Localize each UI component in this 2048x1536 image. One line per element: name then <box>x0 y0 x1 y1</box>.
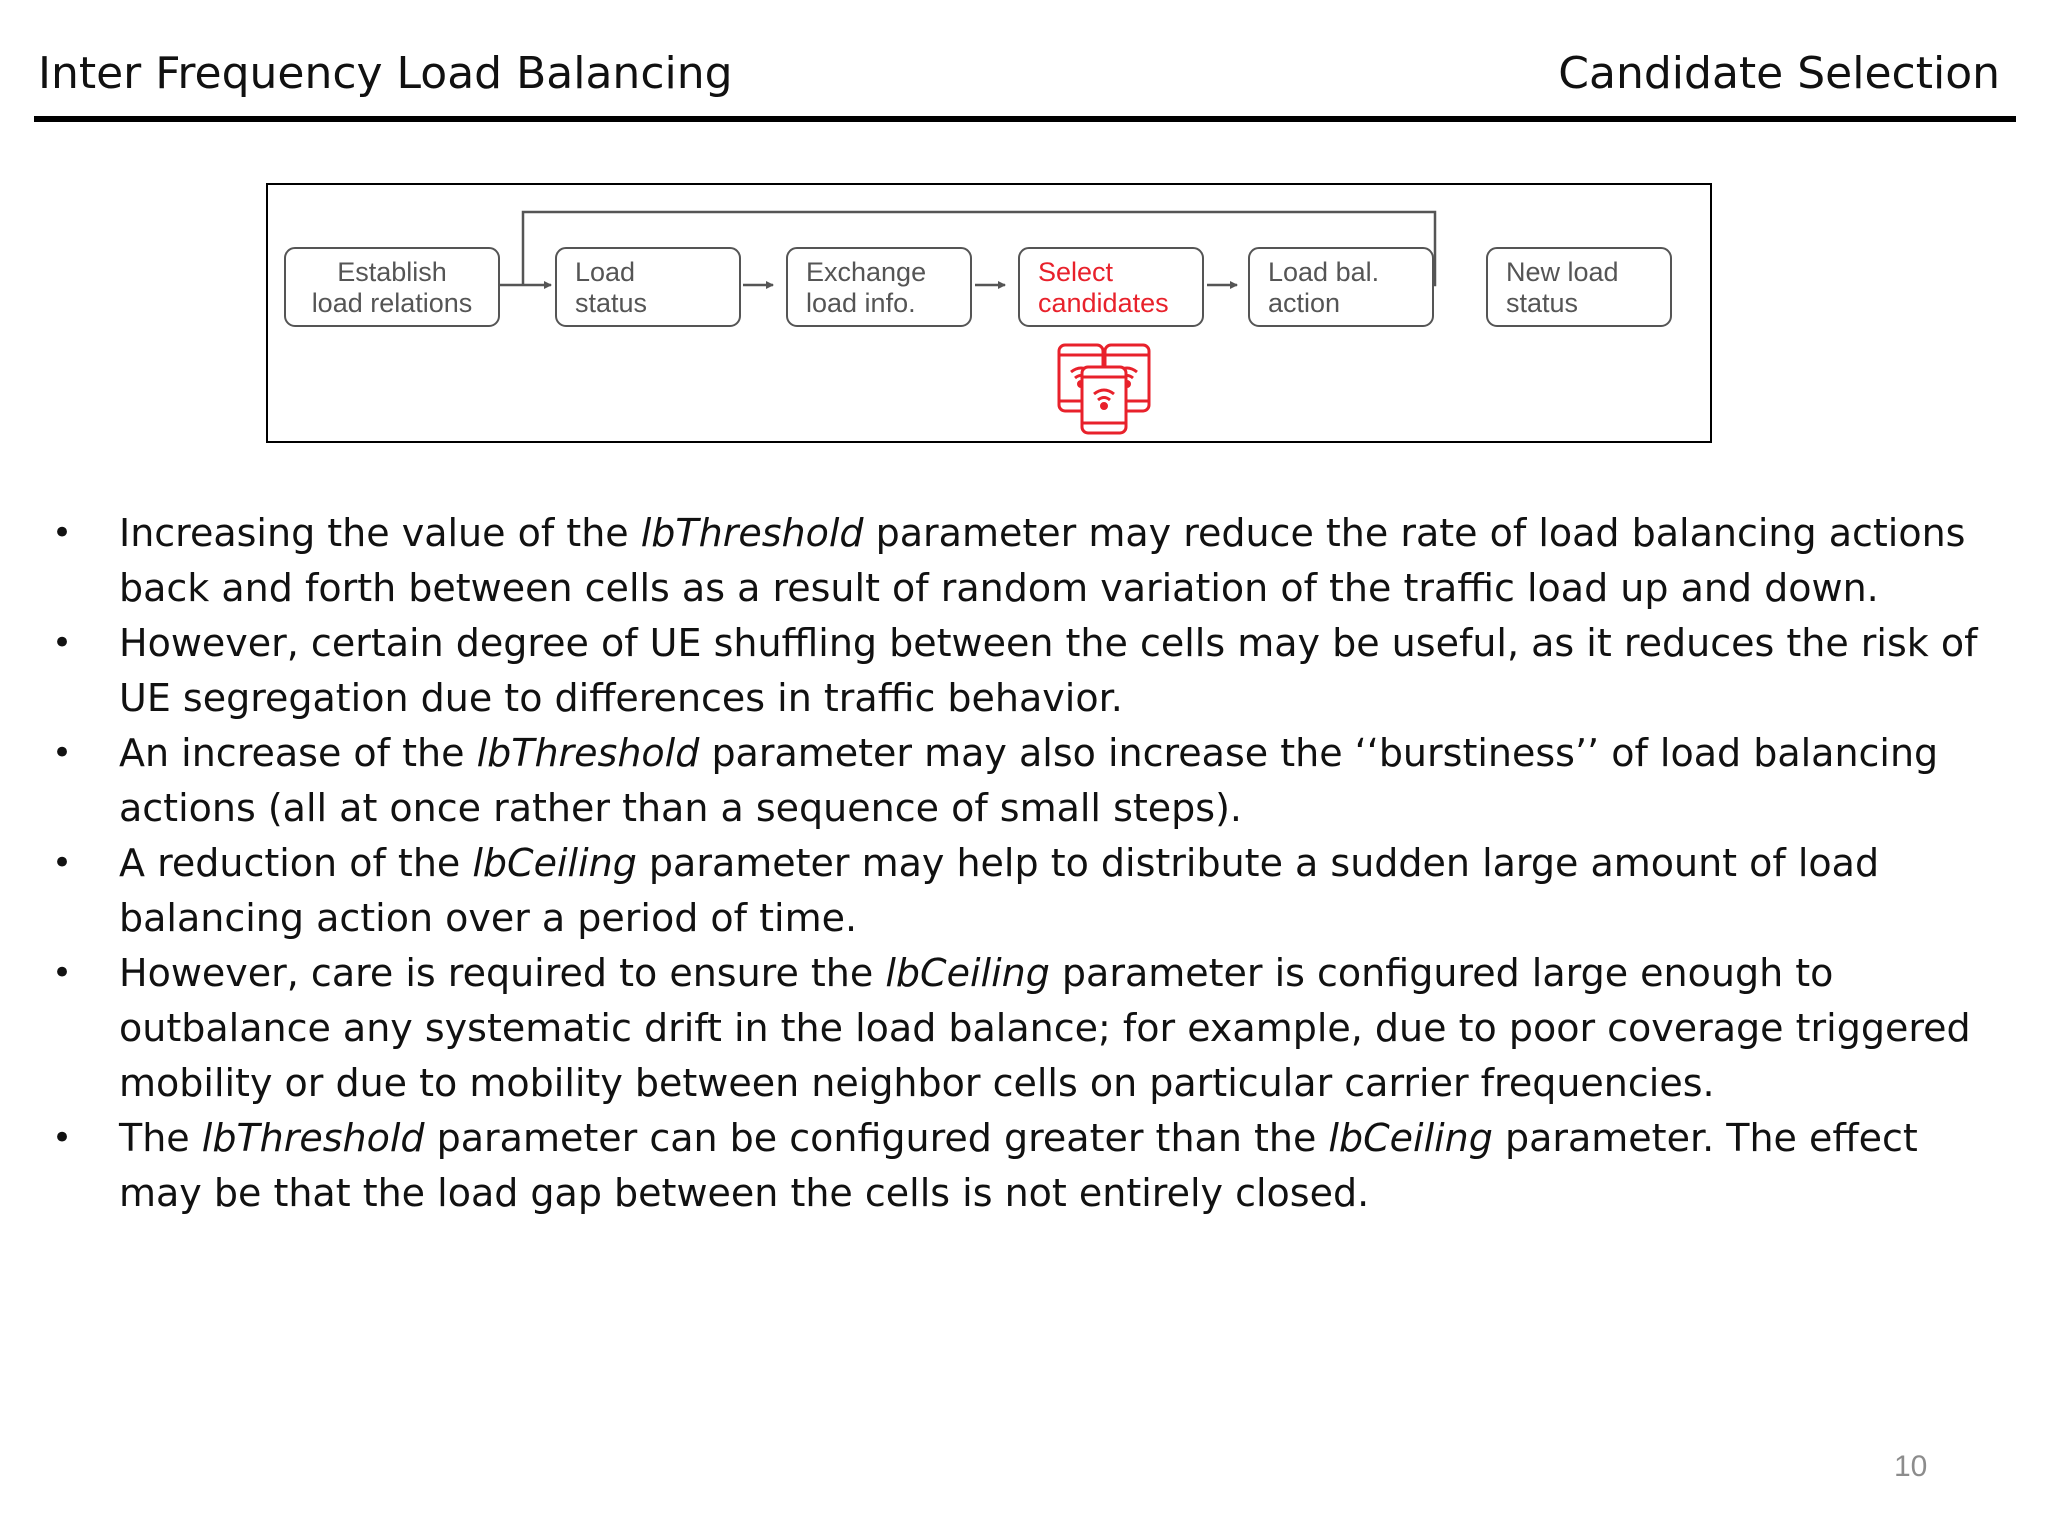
bullet-item: • A reduction of the lbCeiling parameter may help to distribute a sudden large amount of load balancing action over a period of time. <box>0 836 2048 946</box>
step-label-line1: Load bal. <box>1268 257 1380 287</box>
bullet-marker: • <box>52 953 73 993</box>
bullet-list <box>0 506 2048 1221</box>
bullet-item: • The lbThreshold parameter can be configured greater than the lbCeiling parameter. The effect may be that the load gap between the cells is not entirely closed. <box>0 1111 2048 1221</box>
bullet-marker: • <box>52 623 73 663</box>
step-label-line1: Exchange <box>806 257 927 287</box>
step-label-line2: action <box>1268 288 1341 318</box>
step-select-candidates <box>1018 247 1204 327</box>
step-load-balancing-action <box>1248 247 1434 327</box>
step-label-line2: status <box>1506 288 1579 318</box>
bullet-marker: • <box>52 1118 73 1158</box>
step-load-status <box>555 247 741 327</box>
bullet-item: • Increasing the value of the lbThreshold parameter may reduce the rate of load balancing actions back and forth between cells as a result of random variation of the traffic load up and down. <box>0 506 2048 616</box>
step-label-line2: load info. <box>806 288 916 318</box>
bullet-marker: • <box>52 733 73 773</box>
slide-title: Inter Frequency Load Balancing <box>38 48 733 99</box>
bullet-item: • An increase of the lbThreshold parameter may also increase the ‘‘burstiness’’ of load balancing actions (all at once rather than a sequence of small steps). <box>0 726 2048 836</box>
bullet-item: • However, care is required to ensure the lbCeiling parameter is configured large enough to outbalance any systematic drift in the load balance; for example, due to poor coverage triggered mobility or due to mobility between neighbor cells on particular carrier frequencies. <box>0 946 2048 1111</box>
parameter-term: lbThreshold <box>201 1116 425 1160</box>
parameter-term: lbThreshold <box>476 731 700 775</box>
smartphones-icon <box>1059 345 1149 433</box>
bullet-marker: • <box>52 843 73 883</box>
parameter-term: lbCeiling <box>885 951 1050 995</box>
step-new-load-status <box>1486 247 1672 327</box>
process-diagram <box>266 183 1712 443</box>
step-label-line2: candidates <box>1038 288 1169 318</box>
section-title: Candidate Selection <box>1558 48 2000 99</box>
step-label-line1: Establish <box>337 257 447 287</box>
step-label-line1: Select <box>1038 257 1114 287</box>
parameter-term: lbCeiling <box>1328 1116 1493 1160</box>
step-label-line1: Load <box>575 257 636 287</box>
parameter-term: lbCeiling <box>472 841 637 885</box>
bullet-item: • However, certain degree of UE shuffling between the cells may be useful, as it reduces the risk of UE segregation due to differences in traffic behavior. <box>0 616 2048 726</box>
slide-header <box>0 0 2048 130</box>
page-number: 10 <box>1894 1450 1928 1483</box>
step-establish-load-relations <box>284 247 500 327</box>
step-label-line2: status <box>575 288 648 318</box>
bullet-marker: • <box>52 513 73 553</box>
step-label-line1: New load <box>1506 257 1619 287</box>
header-divider <box>34 116 2016 122</box>
step-exchange-load-info <box>786 247 972 327</box>
parameter-term: lbThreshold <box>640 511 864 555</box>
step-label-line2: load relations <box>311 288 473 318</box>
